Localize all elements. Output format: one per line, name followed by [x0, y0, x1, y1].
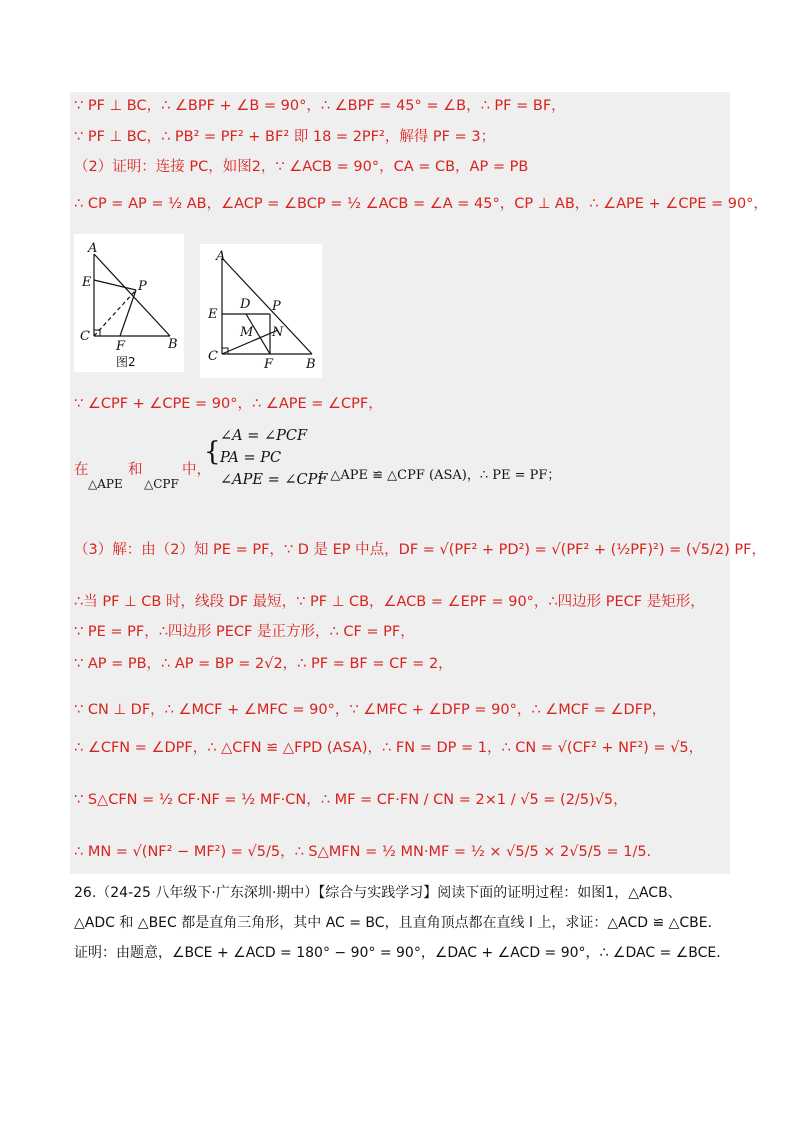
- system-eq-3: ∠APE = ∠CPF: [220, 472, 328, 488]
- solution-line-5: ∵ ∠CPF + ∠CPE = 90°，∴ ∠APE = ∠CPF，: [74, 396, 383, 412]
- label-B: B: [306, 357, 316, 372]
- solution-line-13: ∵ S△CFN = ½ CF·NF = ½ MF·CN，∴ MF = CF·FN / CN = 2×1 / √5 = (2/5)√5，: [74, 792, 628, 808]
- label-M: M: [240, 325, 254, 340]
- solution-line-3: （2）证明：连接 PC，如图2，∵ ∠ACB = 90°，CA = CB，AP = PB: [74, 159, 529, 175]
- question-26-line-1: 26.（24-25 八年级下·广东深圳·期中）【综合与实践学习】阅读下面的证明过程：如图1，△ACB、: [74, 885, 682, 901]
- label-A: A: [88, 241, 98, 256]
- question-26-line-3: 证明：由题意，∠BCE + ∠ACD = 180° − 90° = 90°，∠DAC + ∠ACD = 90°，∴ ∠DAC = ∠BCE．: [74, 945, 731, 961]
- solution-line-14: ∴ MN = √(NF² − MF²) = √5/5，∴ S△MFN = ½ MN·MF = ½ × √5/5 × 2√5/5 = 1/5.: [74, 844, 652, 860]
- brace-icon: {: [204, 437, 221, 467]
- system-eq-1: ∠A = ∠PCF: [220, 428, 308, 444]
- label-B: B: [168, 337, 178, 352]
- label-D: D: [240, 297, 251, 312]
- solution-line-11: ∵ CN ⊥ DF，∴ ∠MCF + ∠MFC = 90°，∵ ∠MFC + ∠DFP = 90°，∴ ∠MCF = ∠DFP，: [74, 702, 667, 718]
- solution-line-2: ∵ PF ⊥ BC，∴ PB² = PF² + BF² 即 18 = 2PF²，解得 PF = 3；: [74, 129, 496, 145]
- figure-caption: 图2: [116, 355, 136, 369]
- label-C: C: [80, 329, 90, 344]
- label-P: P: [272, 299, 281, 314]
- solution-line-6-prefix: 在: [74, 462, 89, 478]
- label-C: C: [208, 349, 218, 364]
- figure-3-diagram: [200, 244, 322, 378]
- solution-line-9: ∵ PE = PF，∴四边形 PECF 是正方形，∴ CF = PF，: [74, 624, 415, 640]
- solution-line-8: ∴当 PF ⊥ CB 时，线段 DF 最短，∵ PF ⊥ CB，∠ACB = ∠EPF = 90°，∴四边形 PECF 是矩形，: [74, 594, 705, 610]
- solution-line-6-conclusion: ∴ △APE ≌ △CPF (ASA)，∴ PE = PF；: [318, 468, 561, 483]
- solution-line-6-and: 和: [128, 462, 143, 478]
- label-A: A: [216, 249, 226, 264]
- label-F: F: [264, 357, 274, 372]
- label-F: F: [116, 339, 126, 354]
- system-eq-2: PA = PC: [220, 450, 282, 466]
- solution-line-10: ∵ AP = PB，∴ AP = BP = 2√2，∴ PF = BF = CF = 2，: [74, 656, 453, 672]
- triangle-ape: △APE: [88, 477, 123, 491]
- label-N: N: [272, 325, 284, 340]
- solution-line-6-mid: 中，: [182, 462, 211, 478]
- label-E: E: [82, 275, 92, 290]
- triangle-cpf: △CPF: [144, 477, 179, 491]
- solution-line-4: ∴ CP = AP = ½ AB，∠ACP = ∠BCP = ½ ∠ACB = ∠A = 45°，CP ⊥ AB，∴ ∠APE + ∠CPE = 90°，: [74, 196, 768, 212]
- label-E: E: [208, 307, 218, 322]
- figure-2-diagram: [74, 234, 184, 372]
- label-P: P: [138, 279, 147, 294]
- solution-line-12: ∴ ∠CFN = ∠DPF，∴ △CFN ≌ △FPD (ASA)，∴ FN = DP = 1，∴ CN = √(CF² + NF²) = √5，: [74, 740, 704, 756]
- solution-line-1: ∵ PF ⊥ BC，∴ ∠BPF + ∠B = 90°，∴ ∠BPF = 45° = ∠B，∴ PF = BF，: [74, 98, 566, 114]
- question-26-line-2: △ADC 和 △BEC 都是直角三角形，其中 AC = BC，且直角顶点都在直线 l 上，求证：△ACD ≌ △CBE．: [74, 915, 722, 931]
- solution-line-7: （3）解：由（2）知 PE = PF，∵ D 是 EP 中点，DF = √(PF² + PD²) = √(PF² + (½PF)²) = (√5/2) PF，: [74, 542, 766, 558]
